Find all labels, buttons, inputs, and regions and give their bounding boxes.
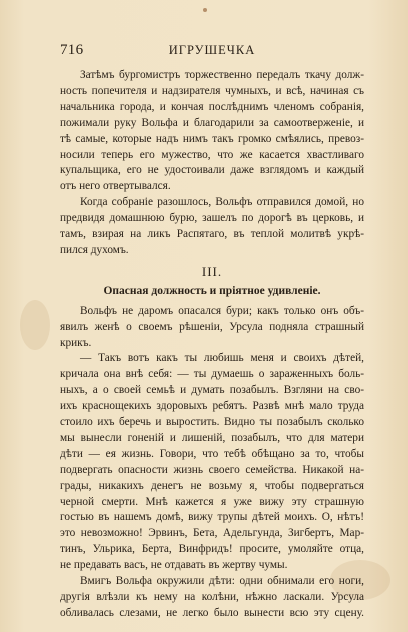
- text-line: это невозможно! Эрвинъ, Бета, Адельгунда, Зигбертъ, Мар-: [60, 527, 364, 540]
- text-line: крикъ.: [60, 336, 92, 349]
- text-line: ныхъ, а о своей семьѣ и думать позабылъ. Взгляни на сво-: [60, 384, 364, 397]
- ink-dot: [203, 8, 207, 12]
- paragraph-4: [60, 351, 364, 574]
- paragraph-2: [60, 195, 364, 259]
- page-header: [60, 42, 364, 62]
- text-line: гостью въ нашемъ домѣ, вижу трупы дѣтей моихъ. О, нѣтъ!: [60, 511, 364, 524]
- text-line: ихъ краснощекихъ здоровыхъ ребятъ. Развѣ мнѣ мало труда: [60, 400, 364, 413]
- page-text: [60, 68, 364, 622]
- text-line: предвидя домашнюю бурю, зашелъ по дорогѣ въ церковь, и: [60, 212, 364, 225]
- text-line: грады, никакихъ денегъ не возьму я, чтобы подвергаться: [60, 479, 364, 492]
- text-line: дѣти — ея жизнь. Говори, что тебѣ обѣщано за то, чтобы: [60, 447, 364, 460]
- text-line: пился духомъ.: [60, 243, 129, 256]
- text-line: другія влѣзли къ нему на колѣни, нѣжно ласкали. Урсула: [60, 591, 364, 603]
- text-line: Когда собраніе разошлось, Вольфъ отправился домой, но: [80, 196, 364, 209]
- paragraph-3: [60, 304, 364, 352]
- text-line: отъ него отвертывался.: [60, 180, 171, 193]
- text-line: носили теперь его мужество, что же касается хвастливаго: [60, 148, 364, 161]
- text-line: — Такъ вотъ какъ ты любишь меня и своихъ дѣтей,: [80, 352, 364, 365]
- text-line: стоило ихъ беречь и выростить. Видно ты позабылъ сколько: [60, 416, 364, 429]
- text-line: обливалась слезами, не легко было вынести всю эту сцену.: [60, 606, 364, 619]
- text-line: тѣ самые, которые надъ нимъ такъ громко смѣялись, превоз-: [60, 132, 364, 145]
- text-line: начальника города, и кончая послѣднимъ членомъ собранія,: [60, 100, 364, 113]
- text-line: купальщика, его не удостоивали даже взглядомъ и каждый: [60, 164, 364, 177]
- text-line: мы вынесли гоненій и лишеній, позабылъ, что для матери: [60, 431, 364, 444]
- text-line: Вмигъ Вольфа окружили дѣти: одни обнимали его ноги,: [80, 575, 364, 588]
- text-line: не предавать васъ, не отдавать въ жертву чумы.: [60, 559, 288, 572]
- text-line: тамъ, взирая на ликъ Распятаго, въ теплой молитвѣ укрѣ-: [60, 228, 364, 241]
- text-line: явилъ женѣ о своемъ рѣшеніи, Урсула подняла страшный: [60, 320, 364, 333]
- page-number: 716: [60, 42, 84, 58]
- text-line: ность попечителя и надзирателя чумныхъ, и всѣ, начиная съ: [60, 84, 364, 97]
- chapter-title: Опасная должность и пріятное удивленіе.: [103, 284, 321, 297]
- paper-stain: [20, 300, 50, 350]
- text-line: подвергать опасности жизнь своего семейства. Никакой на-: [60, 463, 364, 476]
- running-title: ИГРУШЕЧКА: [168, 43, 256, 57]
- text-line: кричала она внѣ себя: — ты думаешь о зараженныхъ боль-: [60, 368, 364, 381]
- paragraph-1: [60, 68, 364, 195]
- text-line: Вольфъ не даромъ опасался бури; какъ только онъ объ-: [80, 304, 364, 317]
- section-number: III.: [201, 263, 223, 279]
- text-line: черной смерти. Мнѣ кажется я уже вижу эту страшную: [60, 495, 364, 508]
- text-line: тинъ, Ульрика, Берта, Винфридъ! просите, умоляйте отца,: [60, 543, 364, 556]
- text-line: Затѣмъ бургомистръ торжественно передалъ ткачу долж-: [80, 69, 364, 81]
- paragraph-5: [60, 574, 364, 622]
- text-line: пожимали руку Вольфа и благодарили за самоотверженіе, и: [60, 116, 364, 129]
